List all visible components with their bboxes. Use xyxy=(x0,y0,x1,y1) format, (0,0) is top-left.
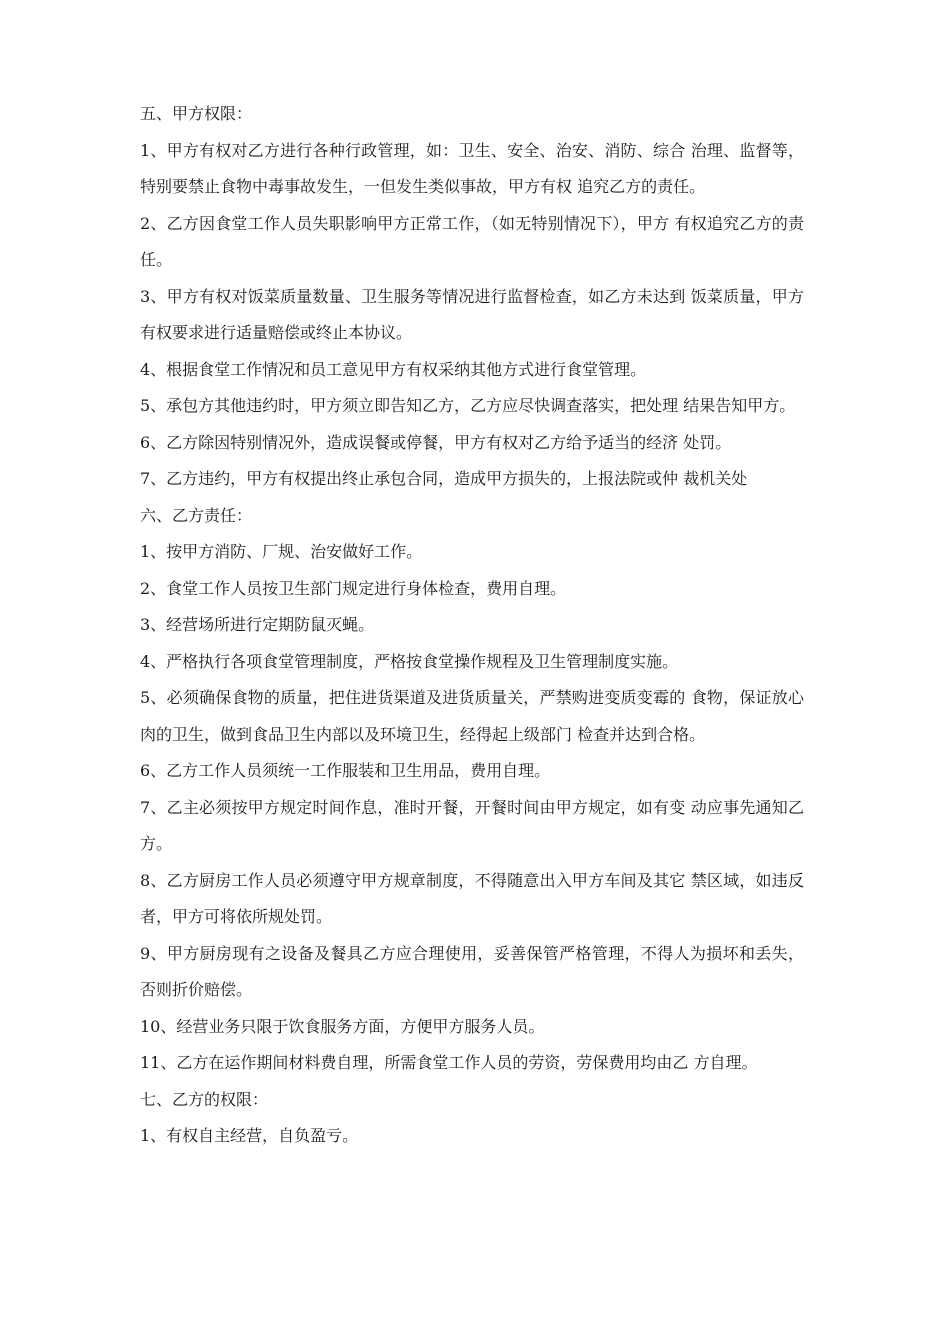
clause-b-9: 9、甲方厨房现有之设备及餐具乙方应合理使用，妥善保管严格管理，不得人为损坏和丢失，否则折价赔偿。 xyxy=(140,943,804,999)
clause-b-8: 8、乙方厨房工作人员必须遵守甲方规章制度，不得随意出入甲方车间及其它 禁区域，如违反者，甲方可将依所规处罚。 xyxy=(140,870,804,926)
clause-a-1: 1、甲方有权对乙方进行各种行政管理，如：卫生、安全、治安、消防、综合 治理、监督等，特别要禁止食物中毒事故发生，一但发生类似事故，甲方有权 追究乙方的责任。 xyxy=(140,140,804,196)
section-heading-party-b-rights: 七、乙方的权限： xyxy=(140,1089,269,1109)
clause-a-7: 7、乙方违约，甲方有权提出终止承包合同，造成甲方损失的，上报法院或仲 裁机关处 xyxy=(140,469,748,488)
clause-b-1: 1、按甲方消防、厂规、治安做好工作。 xyxy=(140,542,423,561)
clause-a-5: 5、承包方其他违约时，甲方须立即告知乙方，乙方应尽快调查落实，把处理 结果告知甲方。 xyxy=(140,396,796,415)
clause-b-7: 7、乙主必须按甲方规定时间作息，准时开餐，开餐时间由甲方规定，如有变 动应事先通知乙方。 xyxy=(140,797,804,853)
clause-b-5: 5、必须确保食物的质量，把住进货渠道及进货质量关，严禁购进变质变霉的 食物，保证放心肉的卫生，做到食品卫生内部以及环境卫生，经得起上级部门 检查并达到合格。 xyxy=(140,688,804,744)
clause-b-2: 2、食堂工作人员按卫生部门规定进行身体检查，费用自理。 xyxy=(140,578,567,598)
clause-a-3: 3、甲方有权对饭菜质量数量、卫生服务等情况进行监督检查，如乙方未达到 饭菜质量，甲方有权要求进行适量赔偿或终止本协议。 xyxy=(140,286,804,342)
section-heading-party-b-duties: 六、乙方责任： xyxy=(140,505,253,525)
clause-a-2: 2、乙方因食堂工作人员失职影响甲方正常工作，（如无特别情况下），甲方 有权追究乙方的责任。 xyxy=(140,213,804,269)
clause-b-10: 10、经营业务只限于饮食服务方面，方便甲方服务人员。 xyxy=(140,1016,545,1036)
clause-b-4: 4、严格执行各项食堂管理制度，严格按食堂操作规程及卫生管理制度实施。 xyxy=(140,651,679,671)
clause-b-11: 11、乙方在运作期间材料费自理，所需食堂工作人员的劳资，劳保费用均由乙 方自理。 xyxy=(140,1053,758,1072)
clause-a-4: 4、根据食堂工作情况和员工意见甲方有权采纳其他方式进行食堂管理。 xyxy=(140,359,647,379)
document-body xyxy=(140,96,804,1155)
section-heading-party-a-rights: 五、甲方权限： xyxy=(140,104,253,123)
clause-a-6: 6、乙方除因特别情况外，造成误餐或停餐，甲方有权对乙方给予适当的经济 处罚。 xyxy=(140,432,732,452)
clause-b-6: 6、乙方工作人员须统一工作服装和卫生用品，费用自理。 xyxy=(140,761,551,780)
clause-b-3: 3、经营场所进行定期防鼠灭蝇。 xyxy=(140,615,375,634)
clause-c-1: 1、有权自主经营，自负盈亏。 xyxy=(140,1126,359,1145)
